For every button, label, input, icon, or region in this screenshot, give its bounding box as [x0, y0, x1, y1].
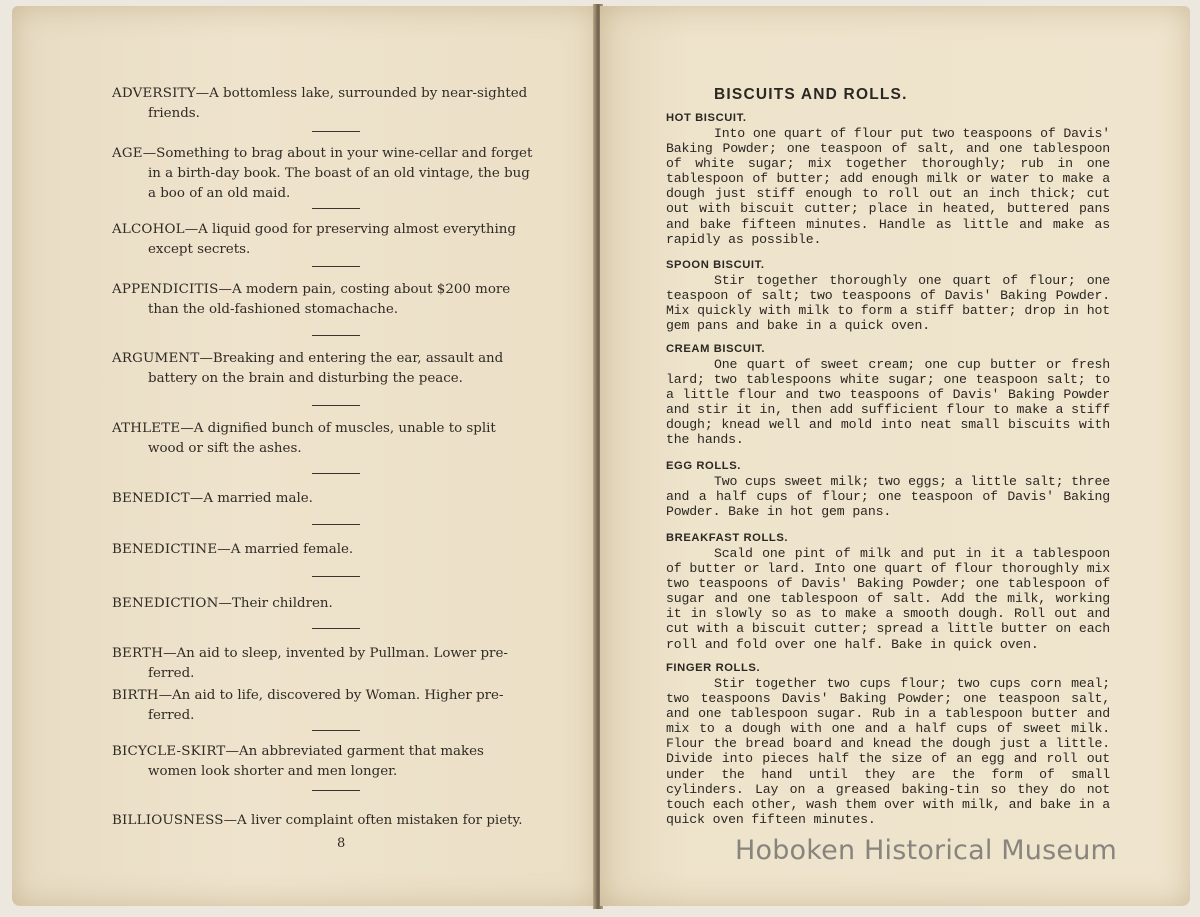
- definition-text: except secrets.: [148, 242, 251, 257]
- definition-term: BILLIOUSNESS: [112, 813, 224, 828]
- definition-term: BIRTH: [112, 688, 159, 703]
- definition-term: APPENDICITIS: [112, 282, 219, 297]
- definition-term: AGE: [112, 146, 143, 161]
- divider: [312, 524, 360, 525]
- definition-text: —An aid to sleep, invented by Pullman. Lower pre-: [163, 646, 508, 661]
- museum-watermark: Hoboken Historical Museum: [735, 835, 1118, 866]
- definition-text: ferred.: [148, 708, 195, 723]
- definition-term: BENEDICT: [112, 491, 190, 506]
- divider: [312, 335, 360, 336]
- definition-text: friends.: [148, 106, 200, 121]
- definition-term: BICYCLE-SKIRT: [112, 744, 226, 759]
- divider: [312, 405, 360, 406]
- recipe-text: Two cups sweet milk; two eggs; a little salt; three and a half cups of flour; one teaspoon of Davis' Baking Powder. Bake in hot gem pans.: [666, 474, 1110, 520]
- divider: [312, 131, 360, 132]
- definition-text: —Their children.: [218, 596, 333, 611]
- recipe: [666, 530, 1110, 652]
- definition-term: ATHLETE: [112, 421, 181, 436]
- definition: [112, 489, 562, 509]
- definition-text: battery on the brain and disturbing the peace.: [148, 371, 463, 386]
- section-heading: BISCUITS AND ROLLS.: [714, 86, 908, 103]
- definition-text: a boo of an old maid.: [148, 186, 291, 201]
- definition-term: ALCOHOL: [112, 222, 185, 237]
- definition-text: —Something to brag about in your wine-cellar and forget: [142, 146, 533, 161]
- divider: [312, 576, 360, 577]
- definition-text: —An aid to life, discovered by Woman. Higher pre-: [158, 688, 504, 703]
- divider: [312, 790, 360, 791]
- recipe-title: BREAKFAST ROLLS.: [666, 532, 789, 544]
- definition-term: BERTH: [112, 646, 164, 661]
- recipe-text: Into one quart of flour put two teaspoons of Davis' Baking Powder; one teaspoon of salt, and one tablespoon of white sugar; mix together thoroughly; rub in one tablespoon of butter; add enough milk or water to make a dough just stiff enough to roll out an inch thick; cut out with biscuit cutter; place in heated, buttered pans and bake fifteen minutes. Handle as little and make as rapidly as possible.: [666, 126, 1110, 247]
- definition: [112, 220, 562, 260]
- definition-term: ADVERSITY: [112, 86, 196, 101]
- definition: [112, 686, 562, 726]
- definition-text: than the old-fashioned stomachache.: [148, 302, 399, 317]
- recipe: [666, 341, 1110, 448]
- definition: [112, 419, 562, 459]
- definition: [112, 644, 562, 684]
- recipe: [666, 110, 1110, 247]
- definition-text: —A bottomless lake, surrounded by near-sighted: [195, 86, 528, 101]
- definition-text: wood or sift the ashes.: [148, 441, 302, 456]
- divider: [312, 473, 360, 474]
- definition-text: ferred.: [148, 666, 195, 681]
- definition-text: in a birth-day book. The boast of an old vintage, the bug: [148, 166, 530, 181]
- page-number: 8: [337, 836, 346, 851]
- definition: [112, 280, 562, 320]
- definition: [112, 742, 562, 782]
- definition: [112, 540, 562, 560]
- definition: [112, 84, 562, 124]
- recipe-title: FINGER ROLLS.: [666, 662, 761, 674]
- left-page: [12, 6, 597, 906]
- definition: [112, 594, 562, 614]
- recipe-title: CREAM BISCUIT.: [666, 343, 766, 355]
- divider: [312, 628, 360, 629]
- recipe-title: EGG ROLLS.: [666, 460, 741, 472]
- recipe-text: Stir together two cups flour; two cups corn meal; two teaspoons Davis' Baking Powder; one teaspoon salt, and one tablespoon sugar. Rub in a tablespoon butter and mix to a dough with one and a half cups of sweet milk. Flour the bread board and knead the dough just a little. Divide into pieces half the size of an egg and roll out under the hand until they are the form of small cylinders. Lay on a greased baking-tin so they do not touch each other, wash them over with milk, and bake in a quick oven fifteen minutes.: [666, 676, 1110, 827]
- recipe-text: Scald one pint of milk and put in it a tablespoon of butter or lard. Into one quart of flour thoroughly mix two teaspoons of Davis' Baking Powder; one tablespoon of sugar and one tablespoon of salt. Add the milk, working it in slowly so as to make a smooth dough. Roll out and cut with a biscuit cutter; spread a little butter on each roll and fold over one half. Bake in quick oven.: [666, 546, 1110, 652]
- divider: [312, 266, 360, 267]
- right-page: [600, 6, 1190, 906]
- definition-term: BENEDICTION: [112, 596, 219, 611]
- definition-text: —A married male.: [189, 491, 313, 506]
- definition-text: —Breaking and entering the ear, assault and: [199, 351, 504, 366]
- recipe: [666, 660, 1110, 827]
- definition-text: —A married female.: [217, 542, 354, 557]
- definition-text: —A liquid good for preserving almost everything: [184, 222, 516, 237]
- definition-text: —A modern pain, costing about $200 more: [218, 282, 511, 297]
- divider: [312, 730, 360, 731]
- recipe: [666, 458, 1110, 519]
- definition-text: —A dignified bunch of muscles, unable to split: [180, 421, 496, 436]
- definition-term: BENEDICTINE: [112, 542, 218, 557]
- recipe-title: HOT BISCUIT.: [666, 112, 747, 124]
- recipe-text: Stir together thoroughly one quart of flour; one teaspoon of salt; two teaspoons of Davis' Baking Powder. Mix quickly with milk to form a stiff batter; drop in hot gem pans and bake in a quick oven.: [666, 273, 1110, 334]
- definition-text: women look shorter and men longer.: [148, 764, 398, 779]
- divider: [312, 208, 360, 209]
- definition: [112, 349, 562, 389]
- definition: [112, 144, 562, 204]
- recipe-title: SPOON BISCUIT.: [666, 259, 765, 271]
- definition: [112, 811, 562, 831]
- recipe: [666, 257, 1110, 333]
- definition-text: —A liver complaint often mistaken for piety.: [223, 813, 523, 828]
- definition-text: —An abbreviated garment that makes: [225, 744, 484, 759]
- definition-term: ARGUMENT: [112, 351, 200, 366]
- recipe-text: One quart of sweet cream; one cup butter or fresh lard; two tablespoons white sugar; one teaspoon salt; to a little flour and two teaspoons of Davis' Baking Powder and stir it in, then add sufficient flour to make a stiff dough; knead well and mold into neat small biscuits with the hands.: [666, 357, 1110, 448]
